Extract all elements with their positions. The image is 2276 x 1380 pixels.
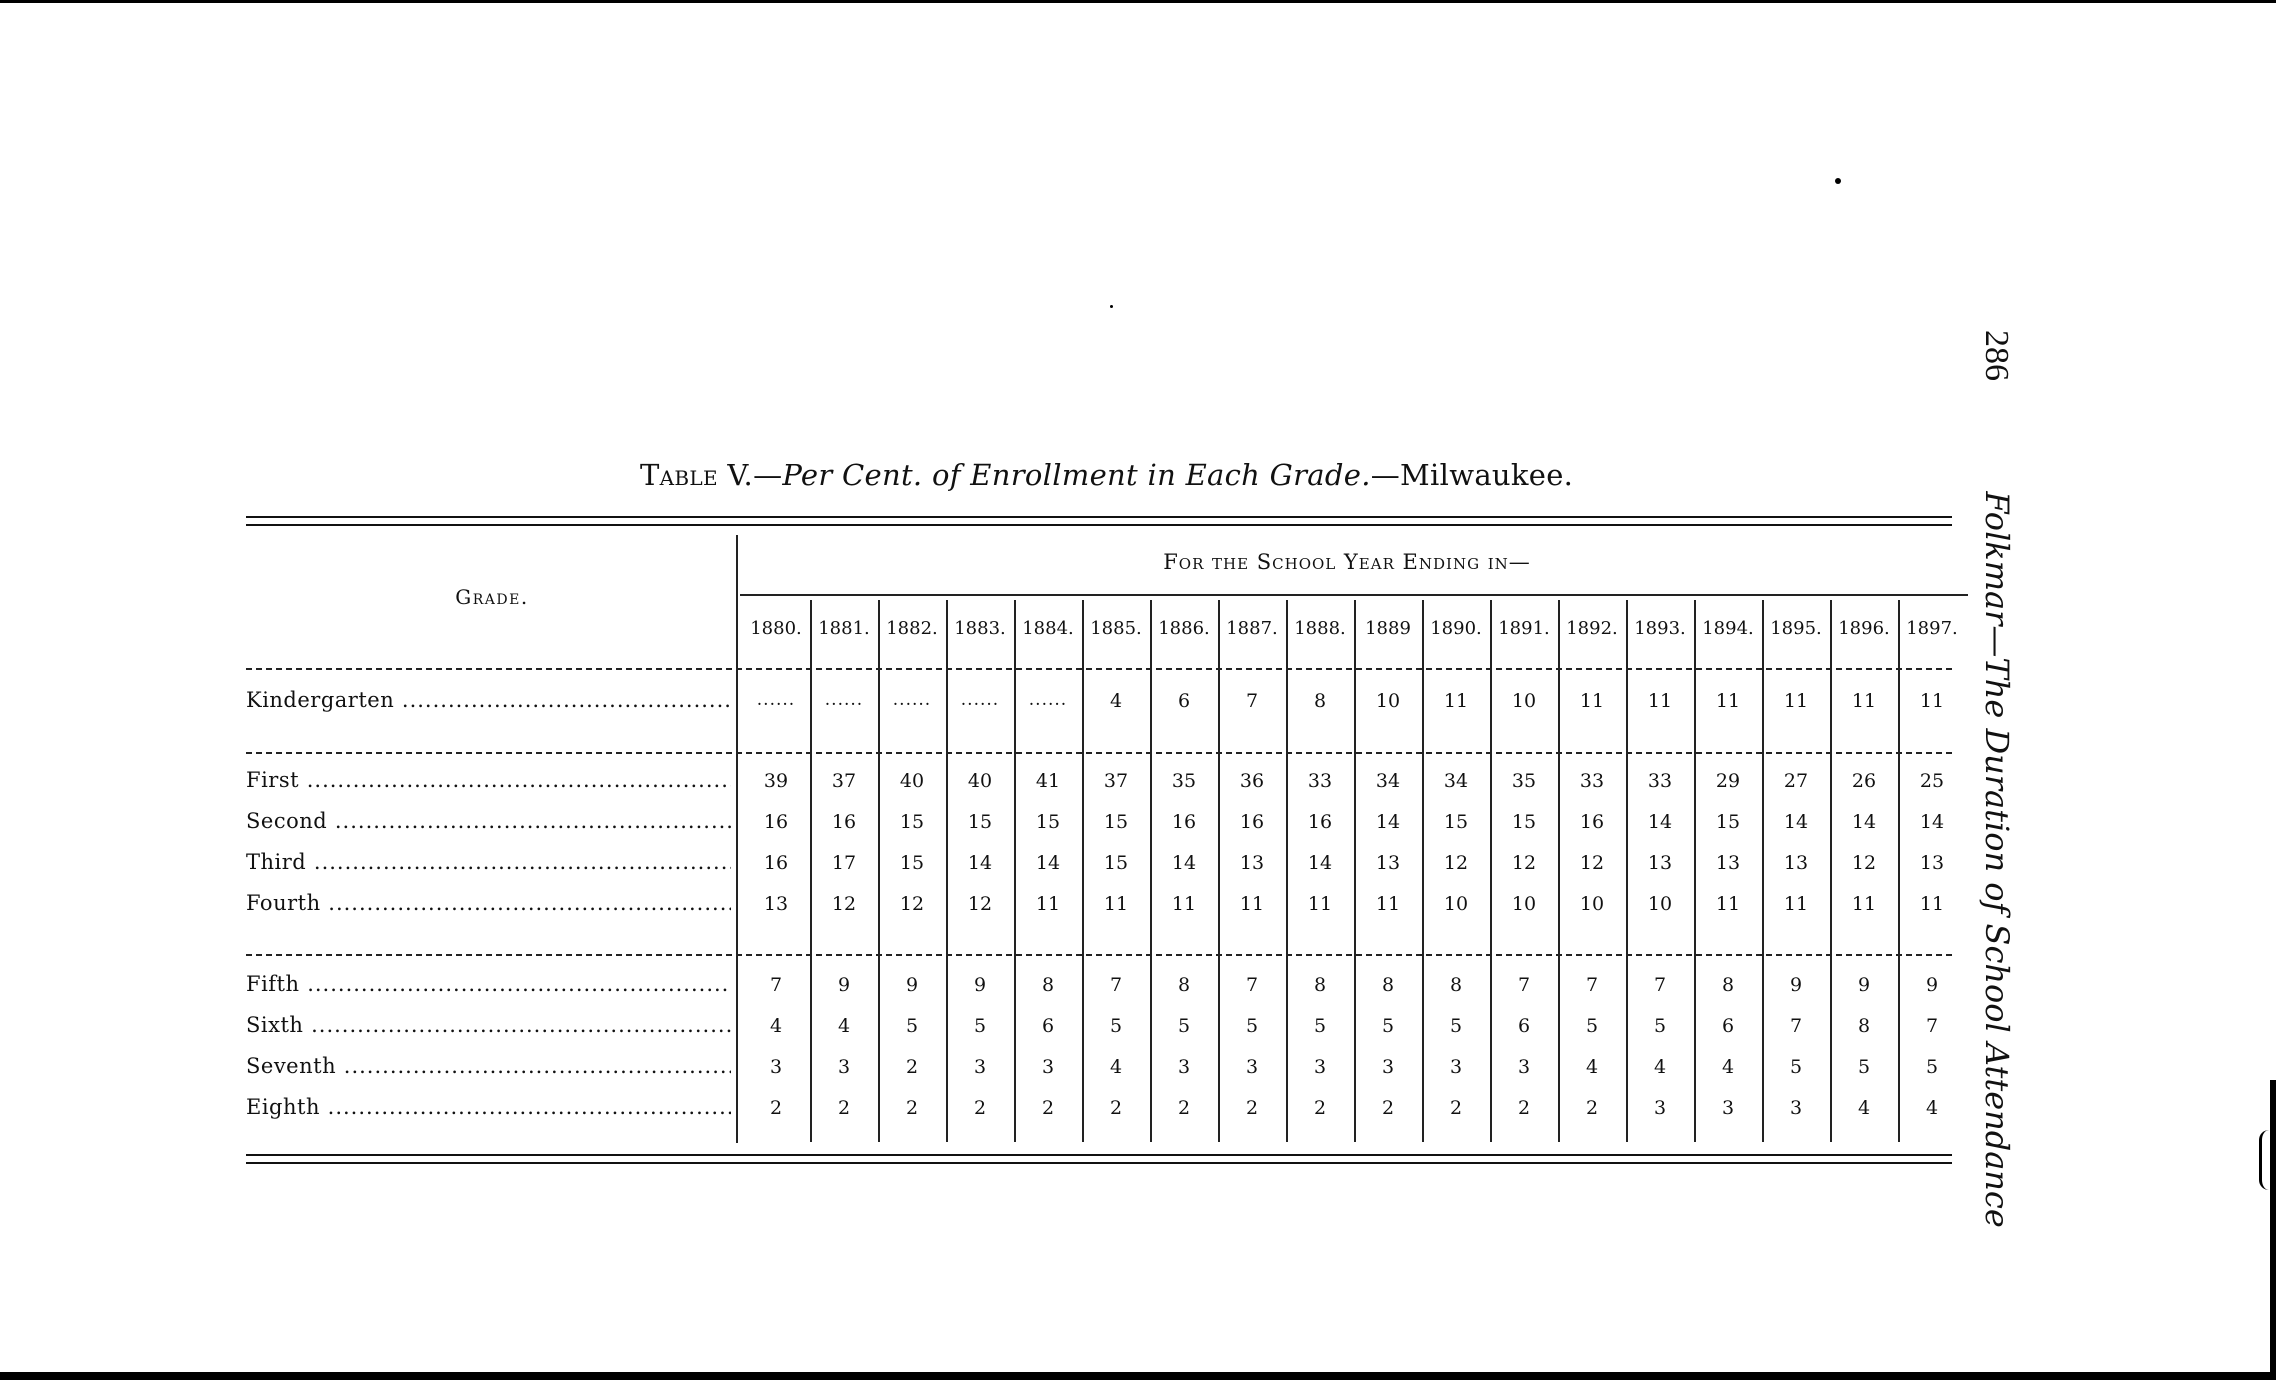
cell-third-1881: 17 [831, 852, 857, 874]
years-spanning-header: For the School Year Ending in— [1163, 550, 1531, 574]
cell-second-1894: 15 [1715, 811, 1741, 833]
cell-second-1880: 16 [763, 811, 789, 833]
bottom-double-rule-b [246, 1162, 1952, 1164]
cell-kindergarten-1884: ...... [1028, 690, 1068, 710]
cell-first-1895: 27 [1783, 770, 1809, 792]
cell-fourth-1882: 12 [899, 893, 925, 915]
table-title-place: Milwaukee. [1400, 458, 1574, 492]
table-title-label: Table V. [640, 458, 754, 492]
cell-kindergarten-1883: ...... [960, 690, 1000, 710]
cell-kindergarten-1896: 11 [1851, 690, 1877, 712]
scan-edge-right-curl [2259, 1130, 2274, 1190]
cell-kindergarten-1886: 6 [1177, 690, 1191, 712]
cell-eighth-1889: 2 [1381, 1097, 1395, 1119]
cell-kindergarten-1895: 11 [1783, 690, 1809, 712]
cell-fifth-1895: 9 [1789, 974, 1803, 996]
cell-eighth-1893: 3 [1653, 1097, 1667, 1119]
cell-second-1887: 16 [1239, 811, 1265, 833]
cell-kindergarten-1880: ...... [756, 690, 796, 710]
group-separator-rule [246, 668, 1952, 670]
cell-fourth-1897: 11 [1919, 893, 1945, 915]
cell-fifth-1889: 8 [1381, 974, 1395, 996]
year-header-14: 1894. [1702, 618, 1754, 639]
cell-second-1896: 14 [1851, 811, 1877, 833]
cell-fifth-1882: 9 [905, 974, 919, 996]
cell-third-1892: 12 [1579, 852, 1605, 874]
cell-eighth-1888: 2 [1313, 1097, 1327, 1119]
cell-kindergarten-1897: 11 [1919, 690, 1945, 712]
cell-first-1883: 40 [967, 770, 993, 792]
cell-kindergarten-1889: 10 [1375, 690, 1401, 712]
cell-sixth-1885: 5 [1109, 1015, 1123, 1037]
cell-sixth-1892: 5 [1585, 1015, 1599, 1037]
cell-eighth-1892: 2 [1585, 1097, 1599, 1119]
cell-fifth-1885: 7 [1109, 974, 1123, 996]
cell-third-1897: 13 [1919, 852, 1945, 874]
cell-third-1883: 14 [967, 852, 993, 874]
cell-second-1885: 15 [1103, 811, 1129, 833]
cell-fifth-1894: 8 [1721, 974, 1735, 996]
cell-eighth-1887: 2 [1245, 1097, 1259, 1119]
cell-first-1885: 37 [1103, 770, 1129, 792]
cell-fourth-1886: 11 [1171, 893, 1197, 915]
running-head-author: Folkmar [1978, 491, 2016, 626]
cell-sixth-1882: 5 [905, 1015, 919, 1037]
cell-fifth-1880: 7 [769, 974, 783, 996]
year-header-16: 1896. [1838, 618, 1890, 639]
cell-fourth-1889: 11 [1375, 893, 1401, 915]
title-dash: — [1370, 458, 1401, 492]
cell-fourth-1895: 11 [1783, 893, 1809, 915]
cell-sixth-1889: 5 [1381, 1015, 1395, 1037]
year-header-10: 1890. [1430, 618, 1482, 639]
cell-fifth-1884: 8 [1041, 974, 1055, 996]
scan-edge-top [0, 0, 2276, 3]
bottom-double-rule-a [246, 1154, 1952, 1156]
cell-fifth-1893: 7 [1653, 974, 1667, 996]
cell-seventh-1880: 3 [769, 1056, 783, 1078]
cell-eighth-1880: 2 [769, 1097, 783, 1119]
cell-second-1892: 16 [1579, 811, 1605, 833]
cell-fifth-1897: 9 [1925, 974, 1939, 996]
cell-second-1883: 15 [967, 811, 993, 833]
cell-eighth-1891: 2 [1517, 1097, 1531, 1119]
cell-second-1884: 15 [1035, 811, 1061, 833]
cell-first-1894: 29 [1715, 770, 1741, 792]
year-header-3: 1883. [954, 618, 1006, 639]
year-header-8: 1888. [1294, 618, 1346, 639]
cell-second-1895: 14 [1783, 811, 1809, 833]
cell-fifth-1891: 7 [1517, 974, 1531, 996]
cell-second-1889: 14 [1375, 811, 1401, 833]
cell-third-1882: 15 [899, 852, 925, 874]
cell-second-1893: 14 [1647, 811, 1673, 833]
cell-second-1882: 15 [899, 811, 925, 833]
cell-second-1897: 14 [1919, 811, 1945, 833]
cell-second-1890: 15 [1443, 811, 1469, 833]
cell-kindergarten-1893: 11 [1647, 690, 1673, 712]
cell-eighth-1895: 3 [1789, 1097, 1803, 1119]
cell-sixth-1891: 6 [1517, 1015, 1531, 1037]
cell-sixth-1886: 5 [1177, 1015, 1191, 1037]
cell-fourth-1887: 11 [1239, 893, 1265, 915]
cell-seventh-1881: 3 [837, 1056, 851, 1078]
cell-third-1886: 14 [1171, 852, 1197, 874]
cell-first-1887: 36 [1239, 770, 1265, 792]
enrollment-table [246, 530, 1956, 1150]
cell-seventh-1896: 5 [1857, 1056, 1871, 1078]
cell-seventh-1883: 3 [973, 1056, 987, 1078]
cell-eighth-1882: 2 [905, 1097, 919, 1119]
year-header-9: 1889 [1365, 618, 1411, 639]
cell-second-1886: 16 [1171, 811, 1197, 833]
cell-sixth-1883: 5 [973, 1015, 987, 1037]
speck [1835, 178, 1841, 184]
cell-fourth-1885: 11 [1103, 893, 1129, 915]
cell-seventh-1891: 3 [1517, 1056, 1531, 1078]
cell-first-1893: 33 [1647, 770, 1673, 792]
cell-sixth-1880: 4 [769, 1015, 783, 1037]
cell-first-1886: 35 [1171, 770, 1197, 792]
cell-first-1888: 33 [1307, 770, 1333, 792]
cell-third-1891: 12 [1511, 852, 1537, 874]
cell-eighth-1890: 2 [1449, 1097, 1463, 1119]
year-header-6: 1886. [1158, 618, 1210, 639]
cell-third-1894: 13 [1715, 852, 1741, 874]
cell-fifth-1881: 9 [837, 974, 851, 996]
year-header-4: 1884. [1022, 618, 1074, 639]
cell-fifth-1888: 8 [1313, 974, 1327, 996]
cell-third-1884: 14 [1035, 852, 1061, 874]
cell-first-1892: 33 [1579, 770, 1605, 792]
cell-kindergarten-1881: ...... [824, 690, 864, 710]
cell-first-1882: 40 [899, 770, 925, 792]
row-label-first: First ..... [246, 768, 731, 792]
cell-third-1887: 13 [1239, 852, 1265, 874]
cell-second-1888: 16 [1307, 811, 1333, 833]
cell-seventh-1889: 3 [1381, 1056, 1395, 1078]
year-header-17: 1897. [1906, 618, 1958, 639]
cell-seventh-1886: 3 [1177, 1056, 1191, 1078]
cell-seventh-1893: 4 [1653, 1056, 1667, 1078]
cell-first-1891: 35 [1511, 770, 1537, 792]
cell-sixth-1890: 5 [1449, 1015, 1463, 1037]
cell-seventh-1892: 4 [1585, 1056, 1599, 1078]
cell-first-1897: 25 [1919, 770, 1945, 792]
row-label-eighth: Eighth ..... [246, 1095, 731, 1119]
cell-fourth-1892: 10 [1579, 893, 1605, 915]
cell-kindergarten-1882: ...... [892, 690, 932, 710]
cell-seventh-1895: 5 [1789, 1056, 1803, 1078]
cell-third-1888: 14 [1307, 852, 1333, 874]
cell-sixth-1897: 7 [1925, 1015, 1939, 1037]
row-label-fifth: Fifth ..... [246, 972, 731, 996]
cell-fourth-1893: 10 [1647, 893, 1673, 915]
table-title [640, 458, 1573, 492]
cell-eighth-1884: 2 [1041, 1097, 1055, 1119]
cell-fourth-1888: 11 [1307, 893, 1333, 915]
cell-eighth-1894: 3 [1721, 1097, 1735, 1119]
cell-first-1884: 41 [1035, 770, 1061, 792]
cell-fifth-1887: 7 [1245, 974, 1259, 996]
cell-sixth-1884: 6 [1041, 1015, 1055, 1037]
cell-fifth-1896: 9 [1857, 974, 1871, 996]
cell-sixth-1887: 5 [1245, 1015, 1259, 1037]
cell-sixth-1895: 7 [1789, 1015, 1803, 1037]
group-separator-rule [246, 954, 1952, 956]
cell-second-1891: 15 [1511, 811, 1537, 833]
title-dash: — [753, 458, 783, 492]
year-header-0: 1880. [750, 618, 802, 639]
year-header-12: 1892. [1566, 618, 1618, 639]
cell-first-1890: 34 [1443, 770, 1469, 792]
running-head-dash: — [1978, 625, 2016, 658]
year-header-5: 1885. [1090, 618, 1142, 639]
cell-third-1896: 12 [1851, 852, 1877, 874]
cell-first-1896: 26 [1851, 770, 1877, 792]
top-double-rule-b [246, 524, 1952, 526]
cell-eighth-1883: 2 [973, 1097, 987, 1119]
grade-column-header: Grade. [455, 585, 529, 609]
year-header-11: 1891. [1498, 618, 1550, 639]
cell-kindergarten-1888: 8 [1313, 690, 1327, 712]
row-label-fourth: Fourth ..... [246, 891, 731, 915]
grade-column-divider [736, 535, 738, 1143]
years-header-rule [740, 594, 1968, 596]
cell-seventh-1887: 3 [1245, 1056, 1259, 1078]
cell-seventh-1882: 2 [905, 1056, 919, 1078]
year-header-1: 1881. [818, 618, 870, 639]
cell-kindergarten-1885: 4 [1109, 690, 1123, 712]
cell-eighth-1897: 4 [1925, 1097, 1939, 1119]
top-double-rule-a [246, 516, 1952, 518]
cell-sixth-1888: 5 [1313, 1015, 1327, 1037]
row-label-seventh: Seventh ..... [246, 1054, 731, 1078]
group-separator-rule [246, 752, 1952, 754]
cell-seventh-1890: 3 [1449, 1056, 1463, 1078]
cell-fifth-1892: 7 [1585, 974, 1599, 996]
year-header-7: 1887. [1226, 618, 1278, 639]
cell-kindergarten-1892: 11 [1579, 690, 1605, 712]
cell-third-1893: 13 [1647, 852, 1673, 874]
cell-fifth-1890: 8 [1449, 974, 1463, 996]
row-label-sixth: Sixth ..... [246, 1013, 731, 1037]
running-head [1977, 330, 2016, 1228]
cell-fifth-1886: 8 [1177, 974, 1191, 996]
cell-fourth-1884: 11 [1035, 893, 1061, 915]
scan-edge-right [2270, 1080, 2276, 1380]
row-label-third: Third ..... [246, 850, 731, 874]
row-label-kindergarten: Kindergarten ..... [246, 688, 731, 712]
cell-eighth-1881: 2 [837, 1097, 851, 1119]
cell-fourth-1881: 12 [831, 893, 857, 915]
cell-first-1880: 39 [763, 770, 789, 792]
cell-first-1889: 34 [1375, 770, 1401, 792]
cell-eighth-1886: 2 [1177, 1097, 1191, 1119]
cell-sixth-1896: 8 [1857, 1015, 1871, 1037]
cell-fourth-1890: 10 [1443, 893, 1469, 915]
cell-fourth-1894: 11 [1715, 893, 1741, 915]
cell-fourth-1880: 13 [763, 893, 789, 915]
page-number: 286 [1978, 330, 2015, 381]
cell-seventh-1884: 3 [1041, 1056, 1055, 1078]
row-label-second: Second ..... [246, 809, 731, 833]
cell-kindergarten-1894: 11 [1715, 690, 1741, 712]
cell-fourth-1883: 12 [967, 893, 993, 915]
cell-third-1890: 12 [1443, 852, 1469, 874]
cell-kindergarten-1890: 11 [1443, 690, 1469, 712]
cell-third-1880: 16 [763, 852, 789, 874]
year-header-15: 1895. [1770, 618, 1822, 639]
cell-sixth-1893: 5 [1653, 1015, 1667, 1037]
cell-second-1881: 16 [831, 811, 857, 833]
speck [1110, 305, 1113, 308]
cell-seventh-1885: 4 [1109, 1056, 1123, 1078]
cell-third-1895: 13 [1783, 852, 1809, 874]
cell-third-1889: 13 [1375, 852, 1401, 874]
year-header-2: 1882. [886, 618, 938, 639]
table-title-italic: Per Cent. of Enrollment in Each Grade. [782, 458, 1371, 492]
cell-third-1885: 15 [1103, 852, 1129, 874]
cell-fourth-1891: 10 [1511, 893, 1537, 915]
cell-kindergarten-1891: 10 [1511, 690, 1537, 712]
cell-kindergarten-1887: 7 [1245, 690, 1259, 712]
cell-seventh-1894: 4 [1721, 1056, 1735, 1078]
cell-sixth-1894: 6 [1721, 1015, 1735, 1037]
cell-eighth-1885: 2 [1109, 1097, 1123, 1119]
cell-eighth-1896: 4 [1857, 1097, 1871, 1119]
running-head-title: The Duration of School Attendance [1978, 657, 2016, 1228]
year-header-13: 1893. [1634, 618, 1686, 639]
cell-seventh-1888: 3 [1313, 1056, 1327, 1078]
cell-first-1881: 37 [831, 770, 857, 792]
cell-sixth-1881: 4 [837, 1015, 851, 1037]
cell-fifth-1883: 9 [973, 974, 987, 996]
scan-edge-bottom [0, 1372, 2276, 1380]
cell-seventh-1897: 5 [1925, 1056, 1939, 1078]
cell-fourth-1896: 11 [1851, 893, 1877, 915]
